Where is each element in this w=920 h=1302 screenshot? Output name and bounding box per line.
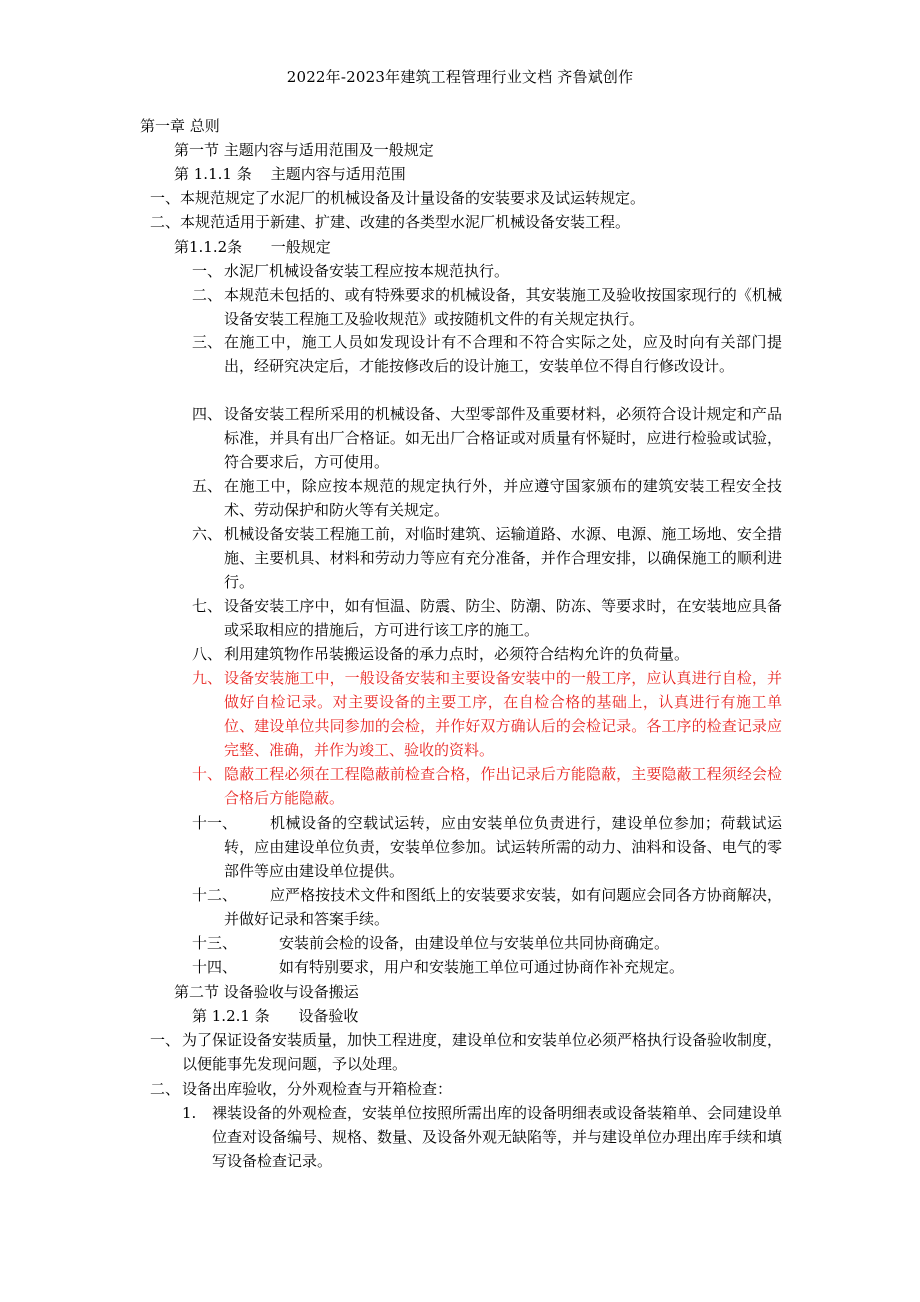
clause-title: 主题内容与适用范围	[270, 165, 406, 183]
clause-1-1-1-heading	[174, 162, 406, 186]
list-item: 一、 水泥厂机械设备安装工程应按本规范执行。	[192, 262, 510, 280]
list-item-highlighted: 九、 设备安装施工中，一般设备安装和主要设备安装中的一般工序，应认真进行自检，并做好自检记录。对主要设备的主要工序，在自检合格的基础上，认真进行有施工单位、建设单位共同参加的会检，并作好双方确认后的会检记录。各工序的检查记录应完整、准确，并作为竣工、验收的资料。	[192, 669, 782, 759]
list-item: 十二、 应严格按技术文件和图纸上的安装要求安装，如有问题应会同各方协商解决，并做好记录和答案手续。	[192, 886, 782, 928]
clause-title: 一般规定	[270, 238, 331, 256]
list-item: 五、 在施工中，除应按本规范的规定执行外，并应遵守国家颁布的建筑安装工程安全技术、劳动保护和防火等有关规定。	[192, 477, 782, 519]
list-item: 八、 利用建筑物作吊装搬运设备的承力点时，必须符合结构允许的负荷量。	[192, 645, 690, 663]
page-header: 2022年-2023年建筑工程管理行业文档 齐鲁斌创作	[286, 68, 634, 86]
list-item: 一、 为了保证设备安装质量，加快工程进度，建设单位和安装单位必须严格执行设备验收制度，以便能事先发现问题，予以处理。	[150, 1031, 783, 1073]
list-item: 七、 设备安装工序中，如有恒温、防震、防尘、防潮、防冻、等要求时，在安装地应具备或采取相应的措施后，方可进行该工序的施工。	[192, 597, 782, 639]
list-item: 四、 设备安装工程所采用的机械设备、大型零部件及重要材料，必须符合设计规定和产品标准，并具有出厂合格证。如无出厂合格证或对质量有怀疑时，应进行检验或试验，符合要求后，方可使用。	[192, 405, 782, 471]
section-2-title: 第二节 设备验收与设备搬运	[174, 983, 359, 1001]
clause-label: 第 1.1.1 条	[174, 165, 252, 183]
list-item: 十四、 如有特别要求，用户和安装施工单位可通过协商作补充规定。	[192, 958, 685, 976]
list-item: 二、 本规范未包括的、或有特殊要求的机械设备，其安装施工及验收按国家现行的《机械设备安装工程施工及验收规范》或按随机文件的有关规定执行。	[192, 286, 782, 328]
list-item: 十三、 安装前会检的设备，由建设单位与安装单位共同协商确定。	[192, 934, 670, 952]
clause-title: 设备验收	[298, 1007, 359, 1025]
list-item-highlighted: 十、 隐蔽工程必须在工程隐蔽前检查合格，作出记录后方能隐蔽，主要隐蔽工程须经会检合格后方能隐蔽。	[192, 765, 782, 807]
clause-label: 第1.1.2条	[174, 238, 243, 256]
clause-1-2-1-heading	[192, 1004, 358, 1028]
sub-list-item: 1. 裸装设备的外观检查，安装单位按照所需出库的设备明细表或设备装箱单、会同建设单位查对设备编号、规格、数量、及设备外观无缺陷等，并与建设单位办理出库手续和填写设备检查记录。	[182, 1104, 783, 1170]
list-item: 二、 设备出库验收，分外观检查与开箱检查：	[150, 1080, 453, 1098]
list-item: 一、本规范规定了水泥厂的机械设备及计量设备的安装要求及试运转规定。	[150, 189, 646, 207]
list-item: 三、 在施工中，施工人员如发现设计有不合理和不符合实际之处，应及时向有关部门提出，经研究决定后，才能按修改后的设计施工，安装单位不得自行修改设计。	[192, 333, 782, 375]
chapter-title: 第一章 总则	[140, 117, 220, 135]
list-item: 十一、 机械设备的空载试运转，应由安装单位负责进行，建设单位参加；荷载试运转，应由建设单位负责，安装单位参加。试运转所需的动力、油料和设备、电气的零部件等应由建设单位提供。	[192, 814, 782, 880]
clause-label: 第 1.2.1 条	[192, 1007, 270, 1025]
list-item: 六、 机械设备安装工程施工前，对临时建筑、运输道路、水源、电源、施工场地、安全措施、主要机具、材料和劳动力等应有充分准备，并作合理安排，以确保施工的顺利进行。	[192, 525, 782, 591]
section-1-title: 第一节 主题内容与适用范围及一般规定	[174, 141, 434, 159]
list-item: 二、本规范适用于新建、扩建、改建的各类型水泥厂机械设备安装工程。	[150, 213, 631, 231]
clause-1-1-2-heading	[174, 235, 331, 259]
